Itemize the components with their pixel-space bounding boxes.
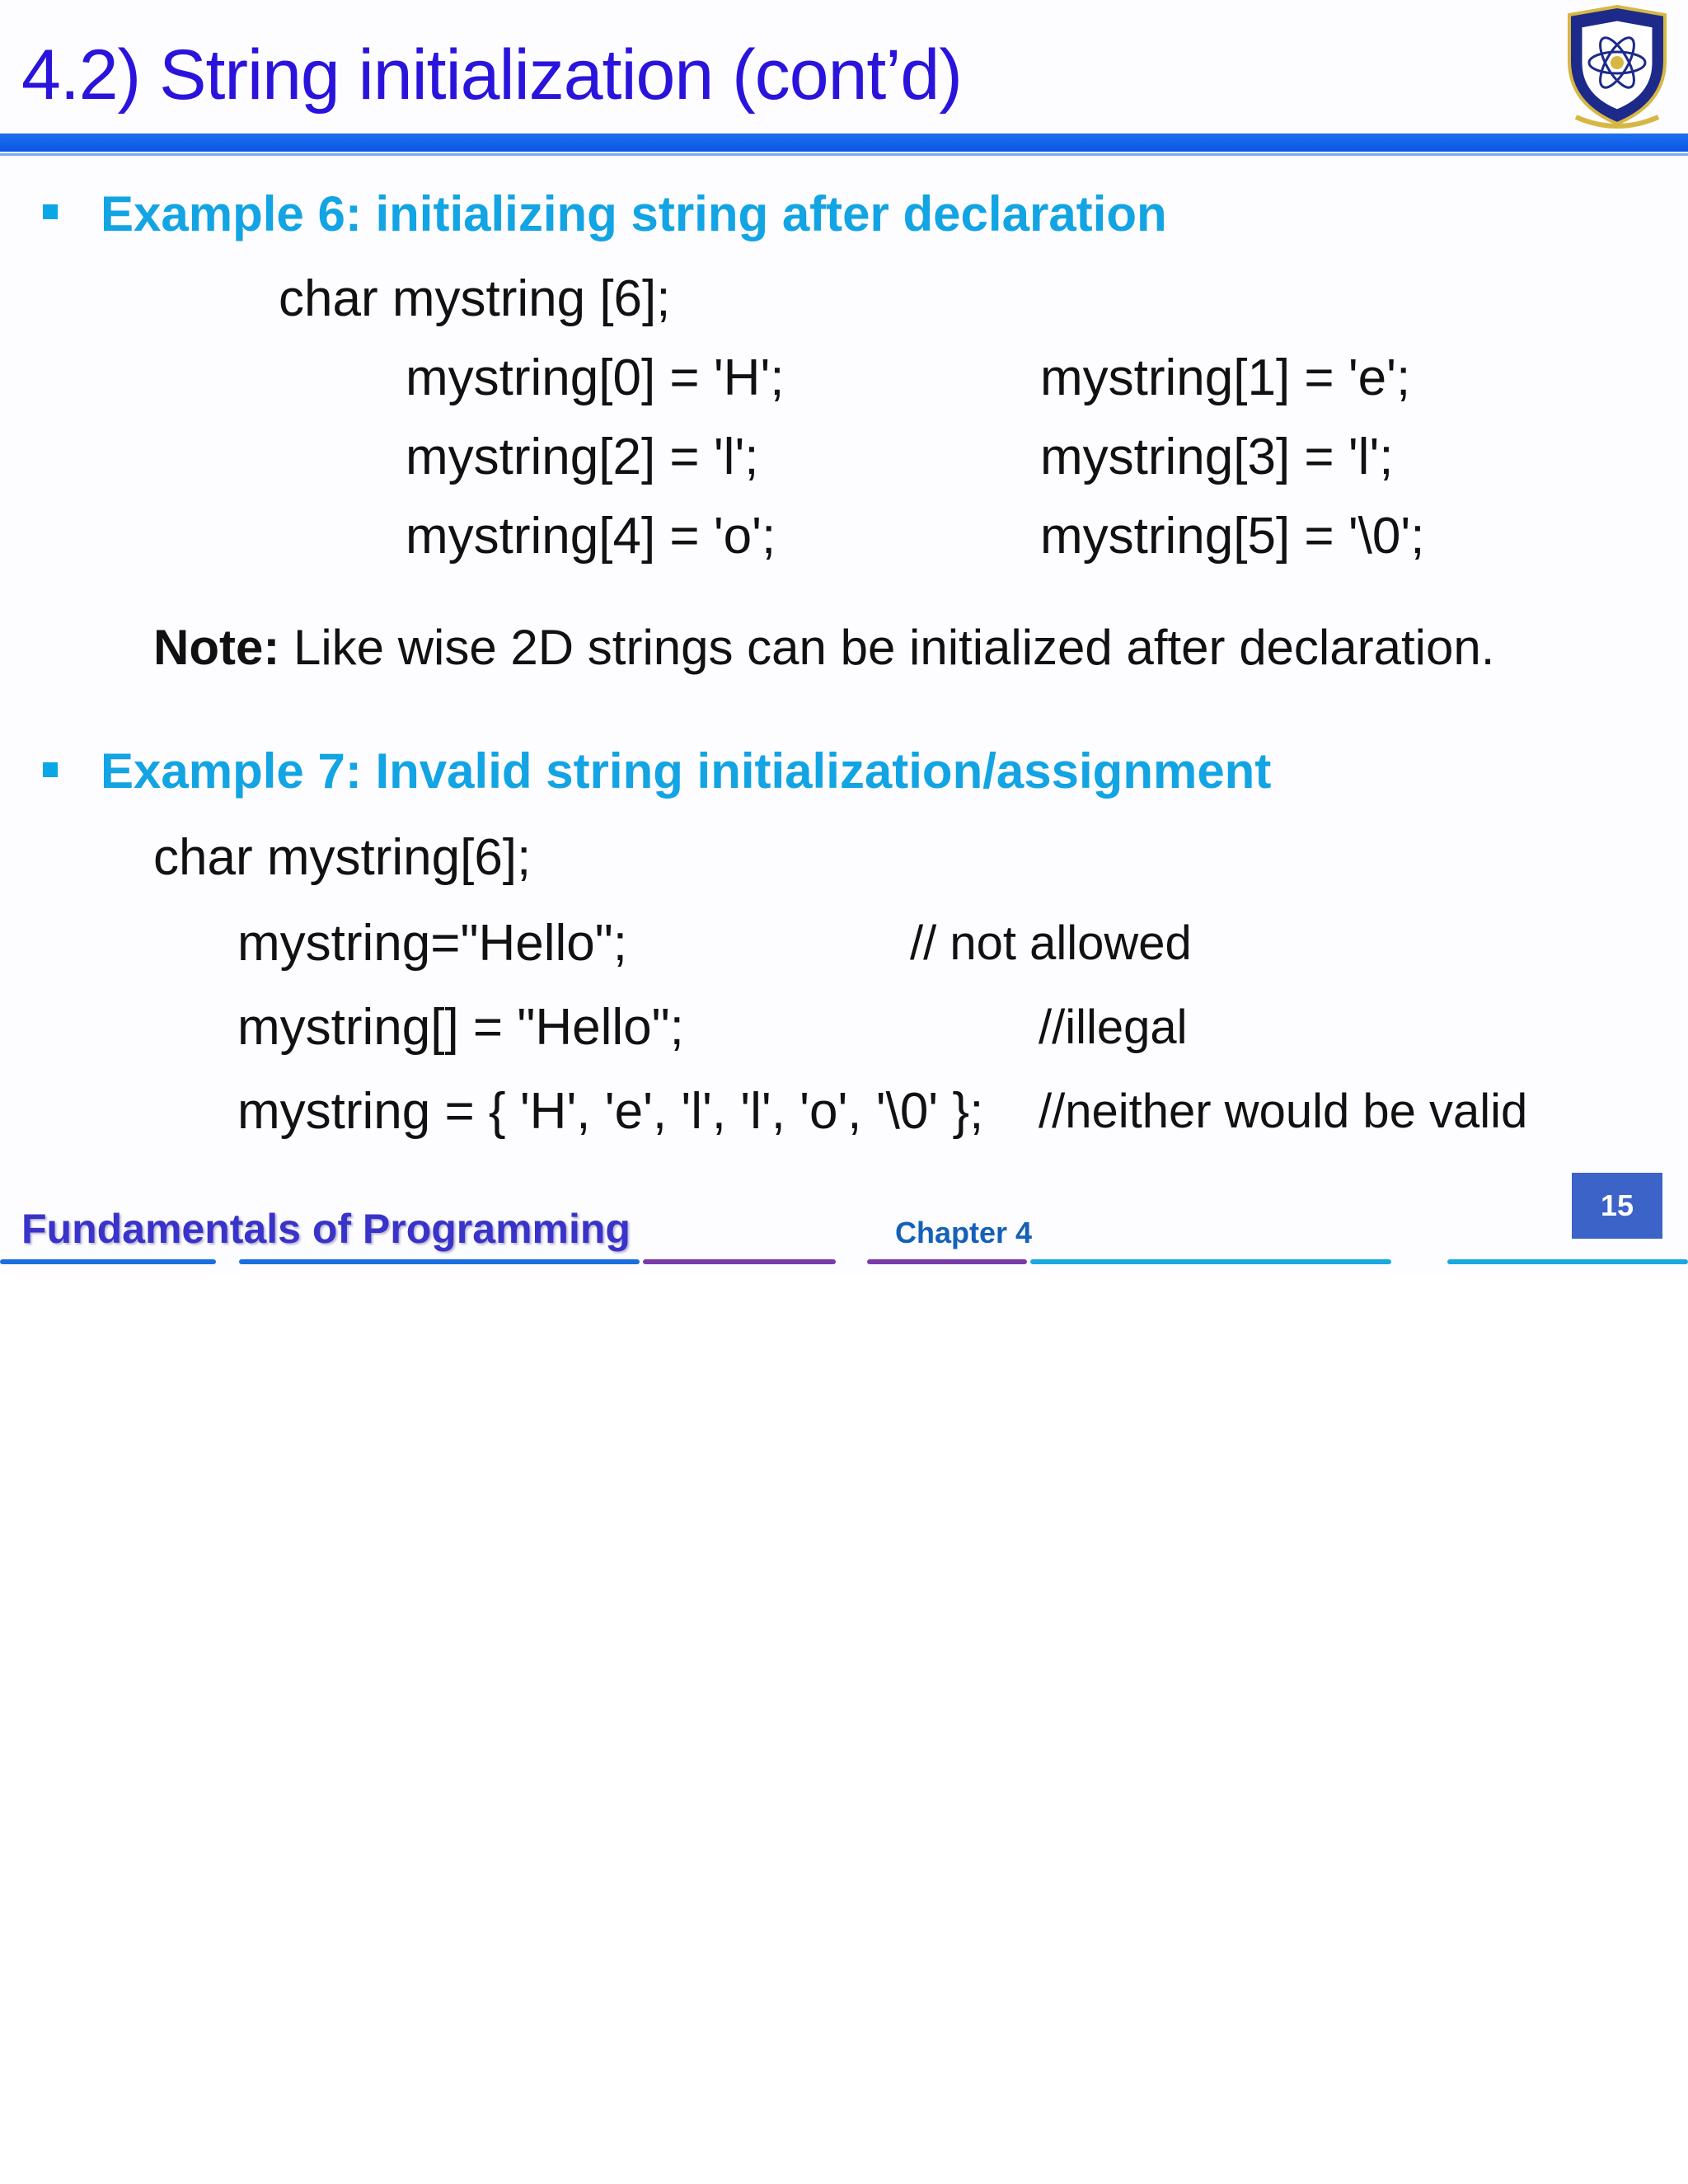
title-divider-bar — [0, 134, 1688, 152]
example-6-assignment: mystring[1] = 'e'; — [1040, 349, 1411, 406]
university-seal-logo — [1559, 3, 1675, 132]
example-6-assignment: mystring[4] = 'o'; — [406, 508, 776, 565]
example-7-comment: //illegal — [1039, 1001, 1188, 1054]
page-number-badge: 15 — [1572, 1173, 1662, 1239]
example-7-comment: //neither would be valid — [1039, 1085, 1528, 1138]
note-paragraph — [153, 620, 1495, 675]
footer-divider-segment — [1030, 1259, 1391, 1264]
example-6-declaration: char mystring [6]; — [279, 270, 671, 327]
example-6-assignment: mystring[3] = 'l'; — [1040, 429, 1394, 485]
example-7-comment: // not allowed — [910, 916, 1192, 970]
bullet-square-icon — [43, 762, 58, 777]
example-6-assignment: mystring[5] = '\0'; — [1040, 508, 1425, 565]
example-6-assignment: mystring[2] = 'l'; — [406, 429, 759, 485]
slide-title: 4.2) String initialization (cont’d) — [21, 35, 962, 115]
example-7-declaration: char mystring[6]; — [153, 829, 532, 886]
footer-divider-segment — [239, 1259, 640, 1264]
title-divider-line — [0, 153, 1688, 156]
footer-divider-segment — [0, 1259, 216, 1264]
footer-divider-segment — [643, 1259, 836, 1264]
example-6-assignment: mystring[0] = 'H'; — [406, 349, 785, 406]
example-7-code: mystring[] = "Hello"; — [237, 999, 684, 1056]
example-7-code: mystring="Hello"; — [237, 915, 627, 972]
bullet-square-icon — [43, 204, 58, 219]
footer-divider-segment — [1447, 1259, 1688, 1264]
note-label: Note: — [153, 620, 280, 675]
note-text: Like wise 2D strings can be initialized after declaration. — [279, 620, 1495, 675]
footer-course-title: Fundamentals of Programming — [21, 1206, 631, 1252]
footer-chapter-label: Chapter 4 — [895, 1216, 1033, 1249]
example-7-heading: Example 7: Invalid string initialization/assignment — [101, 743, 1272, 799]
footer-divider-segment — [867, 1259, 1027, 1264]
example-7-code: mystring = { 'H', 'e', 'l', 'l', 'o', '\0' }; — [237, 1083, 984, 1140]
example-6-heading: Example 6: initializing string after declaration — [101, 186, 1167, 241]
